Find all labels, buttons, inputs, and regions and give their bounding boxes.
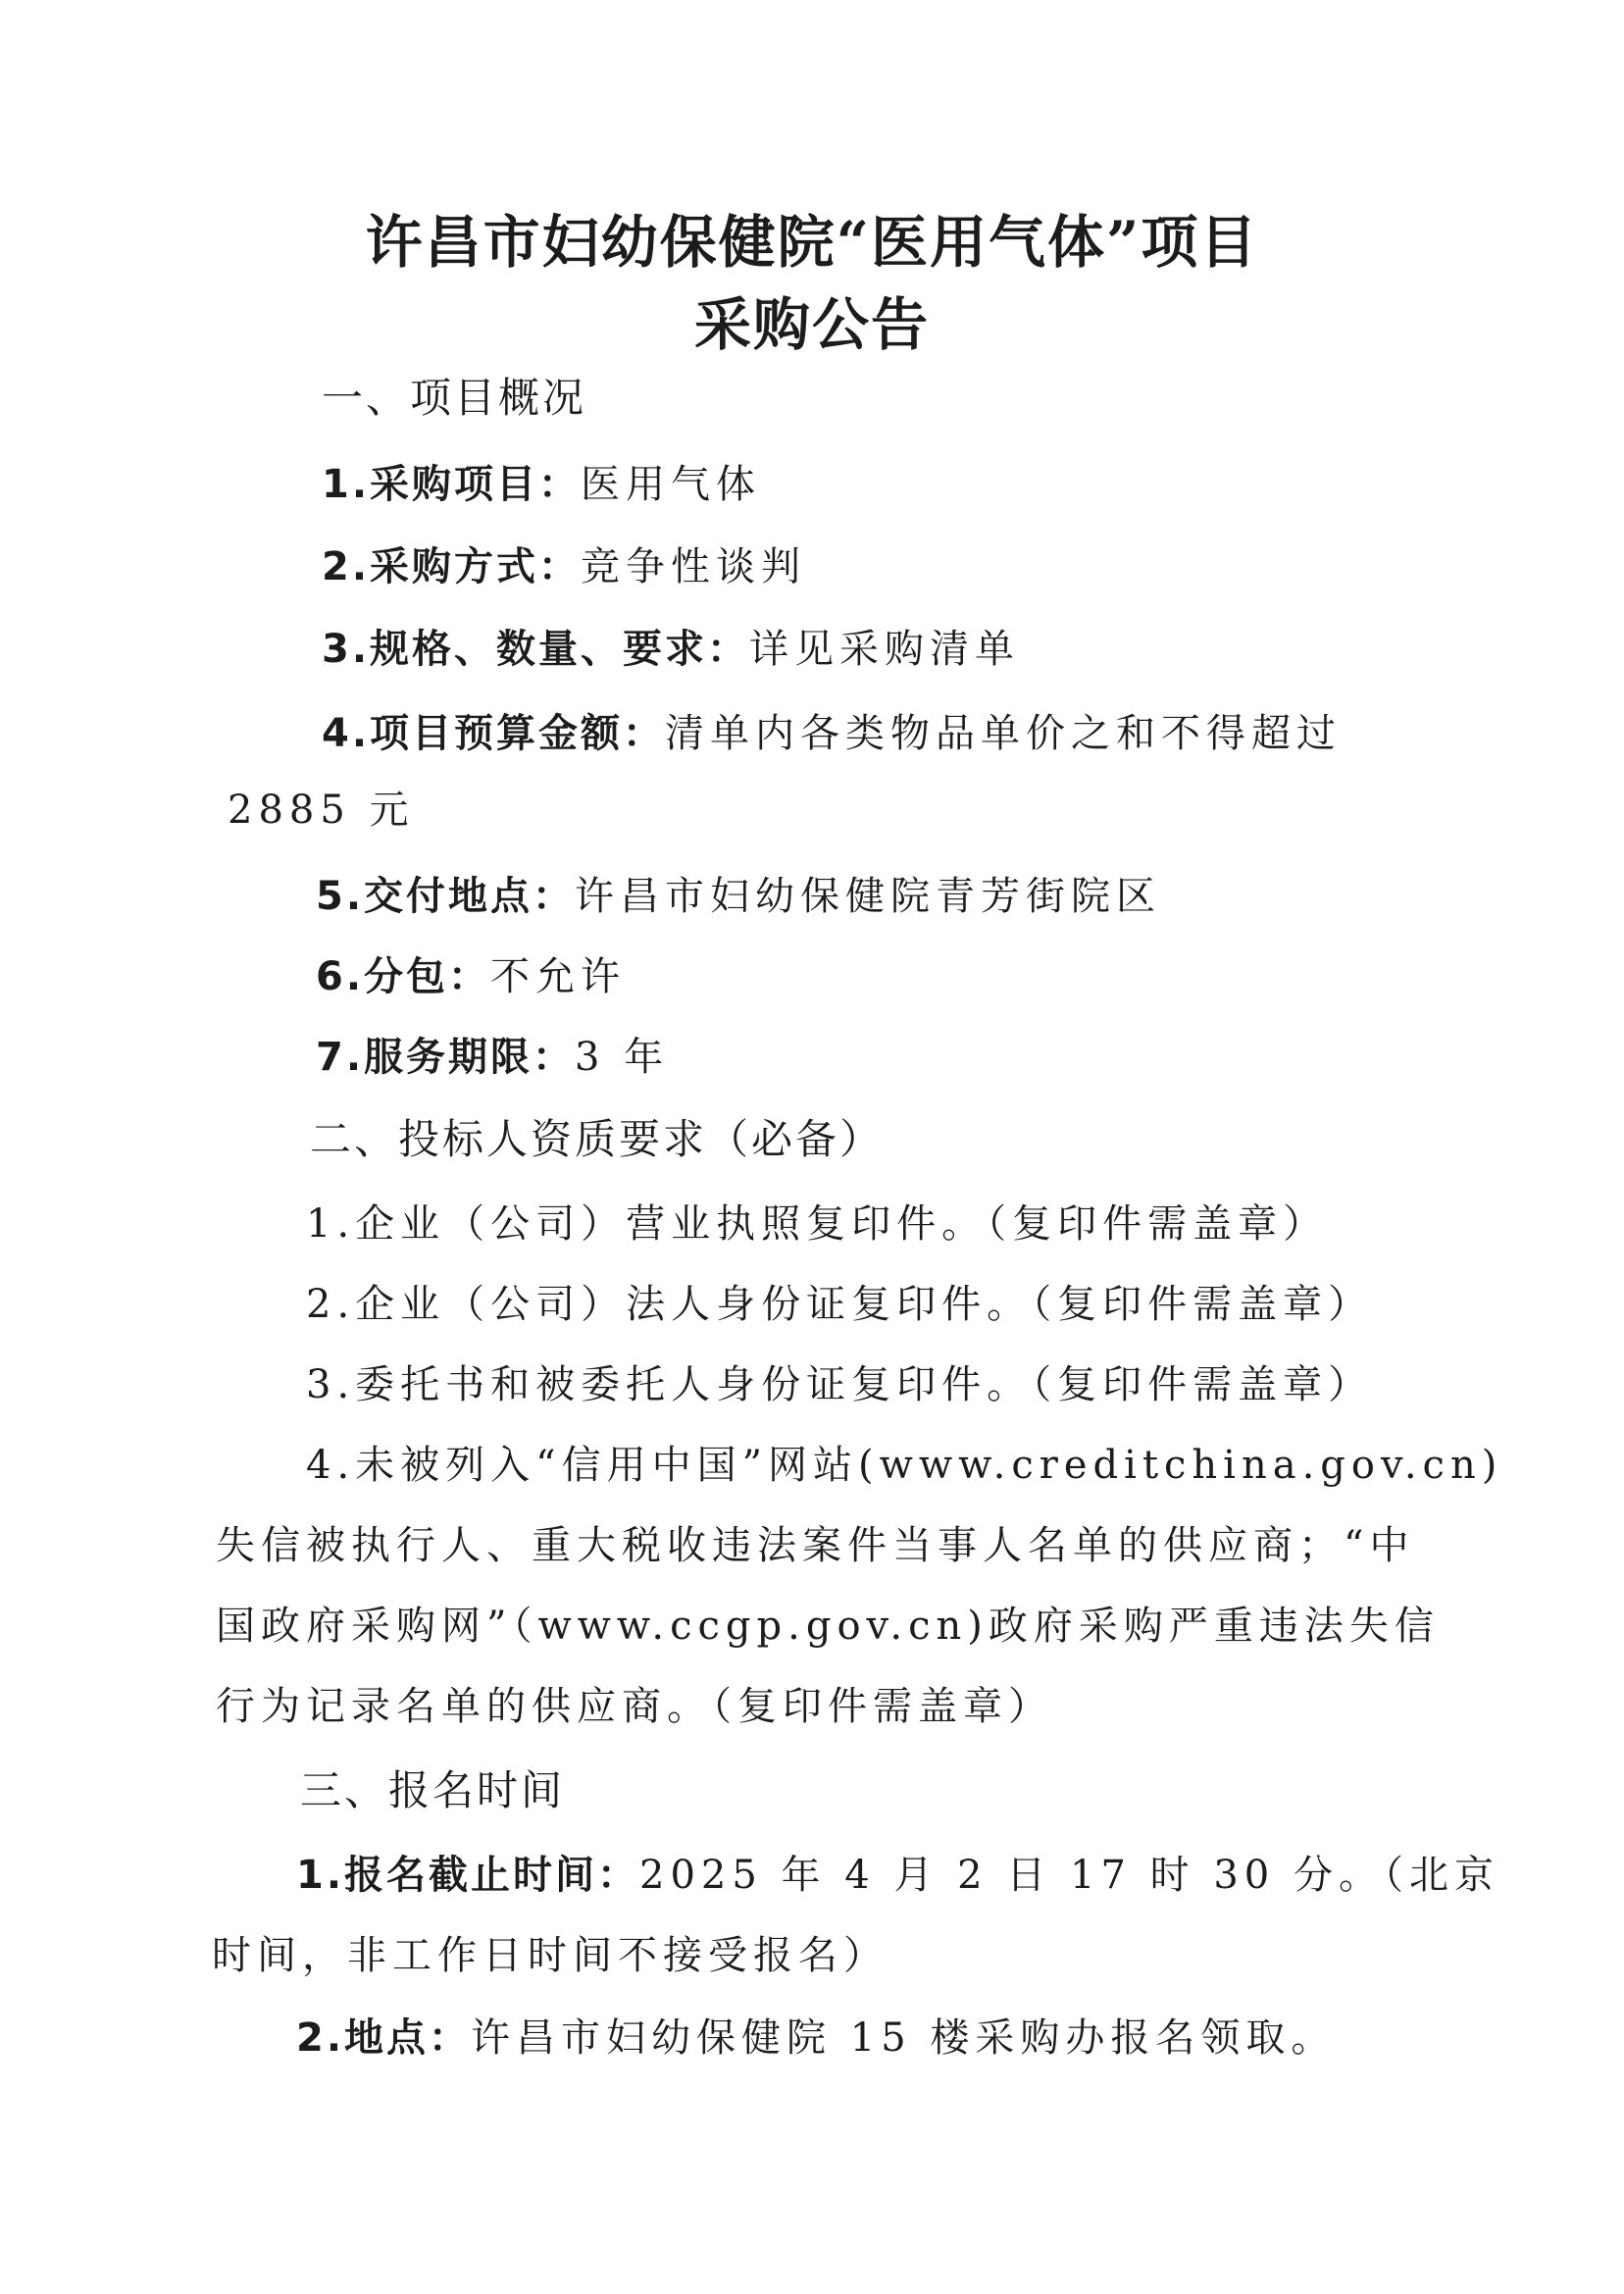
item-value: 2025 年 4 月 2 日 17 时 30 分。（北京 bbox=[639, 1853, 1499, 1898]
qualification-item-business-license: 1.企业（公司）营业执照复印件。（复印件需盖章） bbox=[306, 1201, 1329, 1247]
document-title-line2: 采购公告 bbox=[693, 291, 930, 358]
item-label: 4.项目预算金额： bbox=[322, 711, 666, 756]
qualification-item-credit-line4: 行为记录名单的供应商。（复印件需盖章） bbox=[216, 1684, 1053, 1729]
overview-item-procurement-project bbox=[322, 459, 761, 510]
item-label: 3.规格、数量、要求： bbox=[322, 627, 750, 672]
item-label: 5.交付地点： bbox=[316, 874, 576, 919]
overview-item-budget-continued: 2885 元 bbox=[228, 788, 415, 833]
item-label: 1.报名截止时间： bbox=[296, 1853, 640, 1898]
item-label: 7.服务期限： bbox=[316, 1035, 576, 1080]
overview-item-specifications bbox=[322, 624, 1020, 675]
section-heading-qualifications: 二、投标人资质要求（必备） bbox=[310, 1115, 885, 1163]
qualification-item-credit-line2: 失信被执行人、重大税收违法案件当事人名单的供应商；“中 bbox=[216, 1523, 1415, 1568]
item-label: 2.采购方式： bbox=[322, 544, 582, 589]
item-value: 详见采购清单 bbox=[749, 627, 1021, 672]
item-label: 6.分包： bbox=[316, 954, 491, 999]
item-value: 医用气体 bbox=[581, 462, 762, 507]
item-value: 清单内各类物品单价之和不得超过 bbox=[665, 711, 1343, 756]
item-label: 2.地点： bbox=[296, 2015, 472, 2061]
item-value: 竞争性谈判 bbox=[581, 544, 807, 589]
overview-item-service-period bbox=[316, 1032, 669, 1083]
item-value: 许昌市妇幼保健院 15 楼采购办报名领取。 bbox=[471, 2015, 1337, 2061]
qualification-item-authorization: 3.委托书和被委托人身份证复印件。（复印件需盖章） bbox=[306, 1362, 1374, 1407]
document-title-line1: 许昌市妇幼保健院“医用气体”项目 bbox=[365, 209, 1259, 276]
item-value: 许昌市妇幼保健院青芳街院区 bbox=[575, 874, 1162, 919]
item-value: 不允许 bbox=[490, 954, 627, 999]
section-heading-registration: 三、报名时间 bbox=[300, 1766, 566, 1814]
registration-location bbox=[296, 2013, 1336, 2064]
overview-item-subpackage bbox=[316, 951, 626, 1002]
qualification-item-legal-id: 2.企业（公司）法人身份证复印件。（复印件需盖章） bbox=[306, 1282, 1374, 1327]
overview-item-procurement-method bbox=[322, 541, 806, 592]
qualification-item-credit-line3: 国政府采购网”（www.ccgp.gov.cn)政府采购严重违法失信 bbox=[216, 1604, 1440, 1649]
registration-deadline bbox=[296, 1850, 1499, 1901]
item-value: 3 年 bbox=[575, 1035, 670, 1080]
section-heading-overview: 一、项目概况 bbox=[322, 374, 587, 422]
registration-deadline-continued: 时间，非工作日时间不接受报名） bbox=[212, 1933, 888, 1978]
overview-item-budget bbox=[322, 708, 1342, 759]
qualification-item-credit-line1: 4.未被列入“信用中国”网站(www.creditchina.gov.cn) bbox=[306, 1443, 1503, 1488]
item-label: 1.采购项目： bbox=[322, 462, 582, 507]
overview-item-delivery-location bbox=[316, 871, 1161, 922]
